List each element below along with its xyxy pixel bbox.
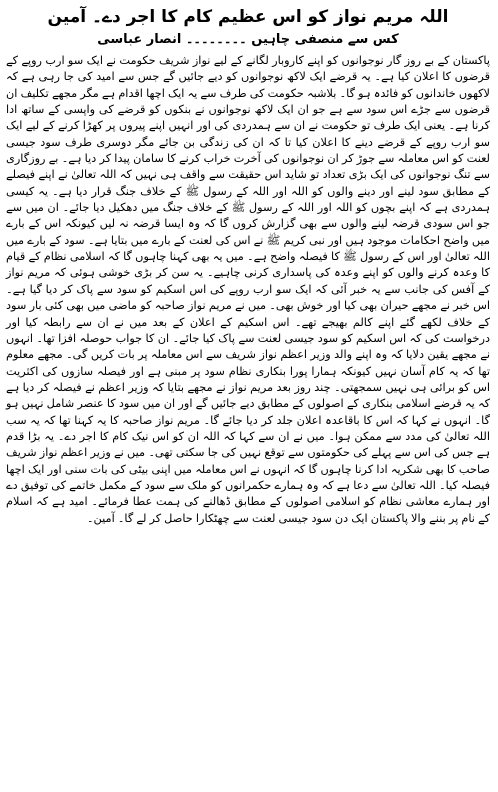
article-body	[6, 53, 490, 527]
article-headline: اللہ مریم نواز کو اس عظیم کام کا اجر دے۔ آمین	[47, 7, 449, 27]
article-paragraph: پاکستان کے بے روز گار نوجوانوں کو اپنے کاروبار لگانے کے لیے نواز شریف حکومت نے ایک سو ارب روپے کے قرضوں کا اعلان کیا ہے۔ یہ قرضے ایک لاکھ نوجوانوں کو دیے جائیں گے جس سے امید کی جا رہی ہے کہ لاکھوں خاندانوں کو فائدہ ہو گا۔ بلاشبہ حکومت کی طرف سے یہ ایک اچھا اقدام ہے مگر مجھے تکلیف ان قرضوں سے جڑے اس سود سے ہے جو ان ایک لاکھ نوجوانوں نے بنکوں کو قرضے کی واپسی کے ساتھ ادا کرنا ہے۔ یعنی ایک طرف تو حکومت نے ان سے ہمدردی کی اور انہیں اپنے پیروں پر کھڑا کرنے کے لیے ایک سو ارب روپے کے قرضے دینے کا اعلان کیا تا کہ ان کی زندگی بن جائے مگر دوسری طرف سود جیسی لعنت کو اس معاملہ سے جوڑ کر ان نوجوانوں کی آخرت خراب کرنے کا سامان پیدا کر دیا ہے۔ بے روزگاری سے تنگ نوجوانوں کی ایک بڑی تعداد تو شاید اس حقیقت سے واقف ہی نہیں کہ اللہ تعالیٰ نے اپنے فیصلے کے مطابق سود لینے اور دینے والوں کو اللہ اور اللہ کے رسول ﷺ کے خلاف جنگ قرار دیا ہے۔ یہ کیسی ہمدردی ہے کہ اپنے بچوں کو اللہ اور اللہ کے رسول ﷺ کے خلاف جنگ میں دھکیل دیا جائے۔ ان میں سے جو اس سودی قرضہ لینے والوں سے بھی گزارش کروں گا کہ وہ ایسا قرضہ نہ لیں کیونکہ اس کے بارے میں واضح احکامات موجود ہیں اور نبی کریم ﷺ نے اس کی لعنت کے بارے میں بتایا ہے۔ سود کے بارے میں اللہ تعالیٰ اور اس کے رسول ﷺ کا فیصلہ واضح ہے۔ میں یہ بھی کہنا چاہوں گا کہ اسلامی نظام کے قیام کا وعدہ کرنے والوں کو اپنے وعدہ کی پاسداری کرنی چاہیے۔	[6, 54, 490, 280]
article-paragraph: میں نے وزیر اعظم نواز شریف صاحب کا بھی شکریہ ادا کرنا چاہوں گا کہ انہوں نے اس معاملہ میں اپنی بیٹی کی بات سنی اور ایک اچھا فیصلہ کیا۔ اللہ تعالیٰ سے دعا ہے کہ وہ ہمارے حکمرانوں کو ملک سے سود کے مکمل خاتمے کی توفیق دے اور ہمارے معاشی نظام کو اسلامی اصولوں کے مطابق ڈھالنے کی ہمت عطا فرمائے۔ امید ہے کہ اسلام کے نام پر بننے والا پاکستان ایک دن سود جیسی لعنت سے چھٹکارا حاصل کر لے گا۔ آمین۔	[6, 446, 490, 525]
article-paragraph: چند روز بعد مریم نواز نے مجھے بتایا کہ وزیر اعظم نے فیصلہ کر دیا ہے کہ یہ قرضے اسلامی بنکاری کے اصولوں کے مطابق دیے جائیں گے اور ان میں سود کا عنصر شامل نہیں ہو گا۔ انہوں نے کہا کہ اس کا باقاعدہ اعلان جلد کر دیا جائے گا۔ مریم نواز صاحبہ کا یہ کہنا تھا کہ یہ سب اللہ تعالیٰ کی مدد سے ممکن ہوا۔ میں نے ان سے کہا کہ اللہ ان کو اس نیک کام کا اجر دے۔ یہ بڑا قدم ہے جس کی اس سے پہلے کی حکومتوں سے توقع نہیں کی جا سکتی تھی۔	[6, 380, 491, 460]
article-paragraph: یہ سن کر بڑی خوشی ہوئی کہ مریم نواز کے آفس کی جانب سے یہ خبر آئی کہ ایک سو ارب روپے کی اس اسکیم کو سود سے پاک کر دیا گیا ہے۔ اس خبر نے مجھے حیران بھی کیا اور خوش بھی۔ میں نے مریم نواز صاحبہ کو ماضی میں بھی کئی بار سود کے خلاف لکھے گئے اپنے کالم بھیجے تھے۔ اس اسکیم کے اعلان کے بعد میں نے ان سے رابطہ کیا اور درخواست کی کہ اس اسکیم کو سود جیسی لعنت سے پاک کیا جائے۔ ان کا جواب حوصلہ افزا تھا۔ انہوں نے مجھے یقین دلایا کہ وہ اپنے والد وزیر اعظم نواز شریف سے اس معاملہ پر بات کریں گی۔ مجھے معلوم تھا کہ یہ کام آسان نہیں کیونکہ ہمارا پورا بنکاری نظام سود پر مبنی ہے اور فیصلہ سازوں کی اکثریت اس کو برائی ہی نہیں سمجھتی۔	[6, 266, 490, 394]
article-byline: کس سے منصفی چاہیں ۔۔۔۔۔۔۔۔ انصار عباسی	[97, 32, 399, 47]
